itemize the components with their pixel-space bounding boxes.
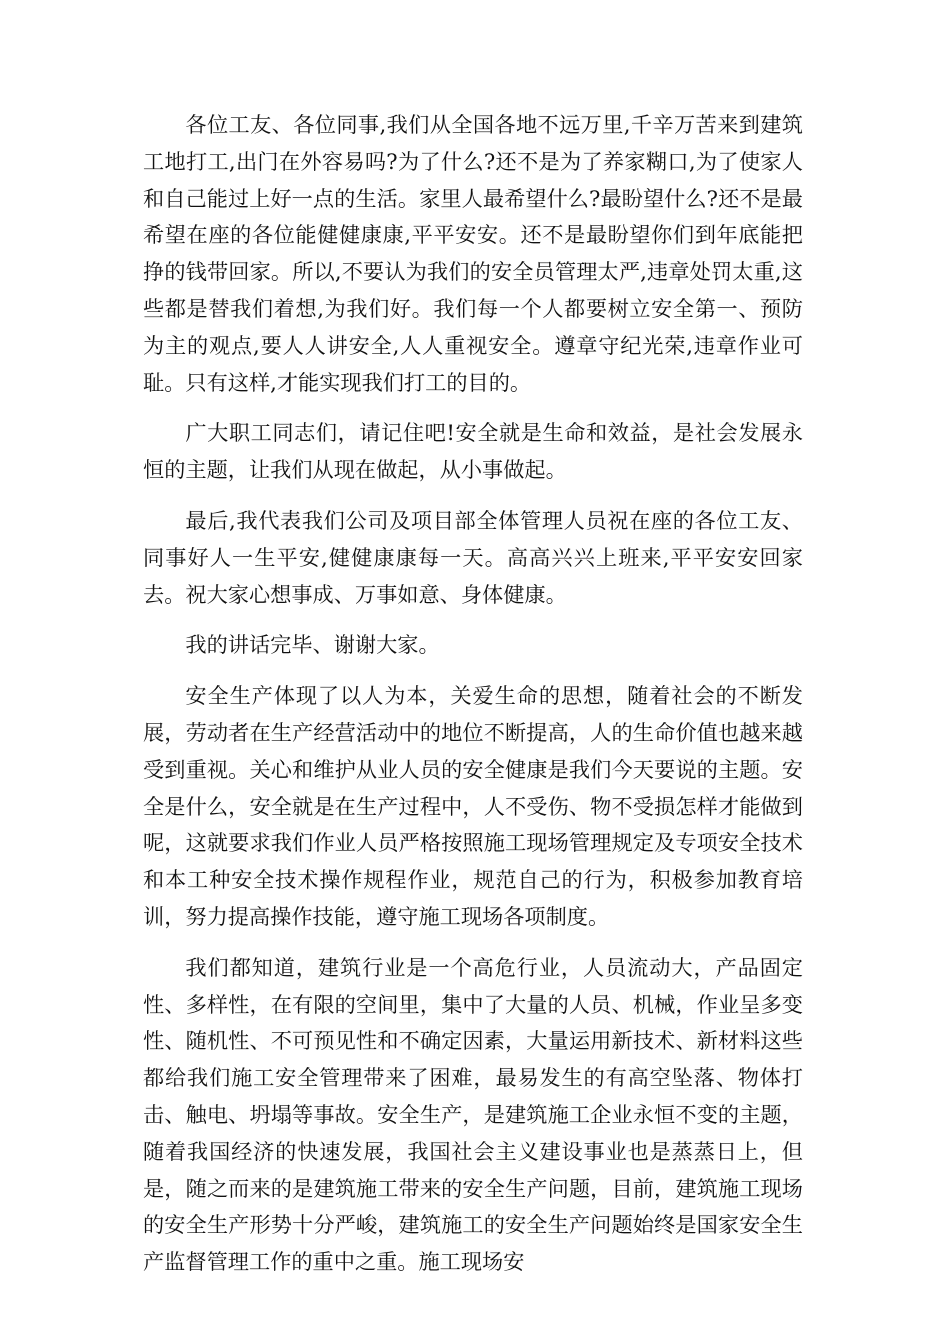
paragraph-5: 安全生产体现了以人为本，关爱生命的思想，随着社会的不断发展，劳动者在生产经营活动中的地位不断提高，人的生命价值也越来越受到重视。关心和维护从业人员的安全健康是我们今天要说的主题。安全是什么，安全就是在生产过程中，人不受伤、物不受损怎样才能做到呢，这就要求我们作业人员严格按照施工现场管理规定及专项安全技术和本工种安全技术操作规程作业，规范自己的行为，积极参加教育培训，努力提高操作技能，遵守施工现场各项制度。 <box>143 683 803 929</box>
paragraph-2: 广大职工同志们，请记住吧!安全就是生命和效益，是社会发展永恒的主题，让我们从现在做起，从小事做起。 <box>143 420 803 483</box>
paragraph-6: 我们都知道，建筑行业是一个高危行业，人员流动大，产品固定性、多样性，在有限的空间里，集中了大量的人员、机械，作业呈多变性、随机性、不可预见性和不确定因素，大量运用新技术、新材料这些都给我们施工安全管理带来了困难，最易发生的有高空坠落、物体打击、触电、坍塌等事故。安全生产，是建筑施工企业永恒不变的主题，随着我国经济的快速发展，我国社会主义建设事业也是蒸蒸日上，但是，随之而来的是建筑施工带来的安全生产问题，目前，建筑施工现场的安全生产形势十分严峻，建筑施工的安全生产问题始终是国家安全生产监督管理工作的重中之重。施工现场安 <box>143 954 803 1275</box>
paragraph-3: 最后,我代表我们公司及项目部全体管理人员祝在座的各位工友、同事好人一生平安,健健康康每一天。高高兴兴上班来,平平安安回家去。祝大家心想事成、万事如意、身体健康。 <box>143 507 803 607</box>
paragraph-1: 各位工友、各位同事,我们从全国各地不远万里,千辛万苦来到建筑工地打工,出门在外容易吗?为了什么?还不是为了养家糊口,为了使家人和自己能过上好一点的生活。家里人最希望什么?最盼望什么?还不是最希望在座的各位能健健康康,平平安安。还不是最盼望你们到年底能把挣的钱带回家。所以,不要认为我们的安全员管理太严,违章处罚太重,这些都是替我们着想,为我们好。我们每一个人都要树立安全第一、预防为主的观点,要人人讲安全,人人重视安全。遵章守纪光荣,违章作业可耻。只有这样,才能实现我们打工的目的。 <box>143 112 803 395</box>
paragraph-4: 我的讲话完毕、谢谢大家。 <box>185 632 440 658</box>
document-body <box>143 107 803 1295</box>
